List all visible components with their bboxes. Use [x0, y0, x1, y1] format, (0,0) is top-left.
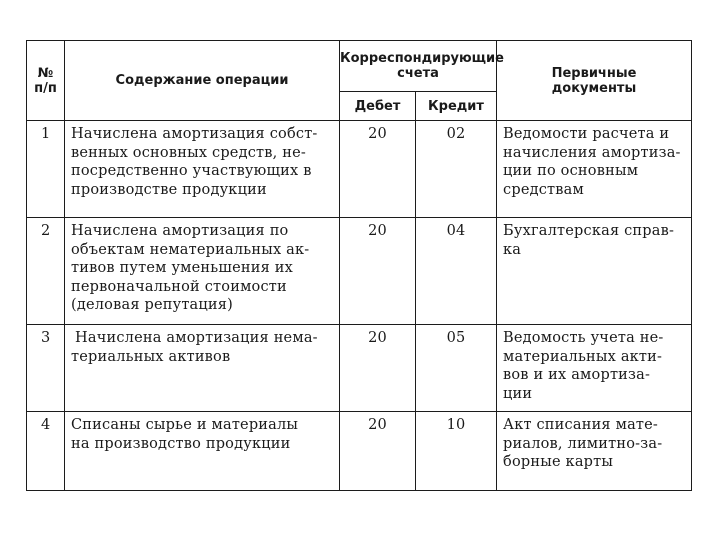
row-number: 3 — [27, 325, 65, 412]
row-description — [65, 121, 340, 218]
table-row — [27, 218, 692, 325]
header-corresponding-line-2: счета — [397, 66, 439, 81]
document-line: ции — [503, 385, 533, 402]
header-number-line-1: № — [37, 65, 54, 81]
row-debit: 20 — [340, 325, 416, 412]
header-credit: Кредит — [416, 92, 497, 121]
row-debit: 20 — [340, 121, 416, 218]
description-line: производстве продукции — [71, 181, 267, 198]
document-line: риалов, лимитно-за- — [503, 435, 663, 452]
header-corresponding-line-1: Корреспондирующие — [340, 51, 504, 66]
description-line: на производство продукции — [71, 435, 291, 452]
document-line: ка — [503, 241, 522, 258]
row-credit: 05 — [416, 325, 497, 412]
document-line: борные карты — [503, 454, 614, 470]
row-credit: 02 — [416, 121, 497, 218]
row-number: 4 — [27, 412, 65, 491]
document-line: начисления амортиза- — [503, 144, 681, 161]
table-row — [27, 412, 692, 491]
header-number-line-2: п/п — [34, 80, 57, 96]
header-documents-line-1: Первичные — [551, 65, 637, 81]
description-line: объектам нематериальных ак- — [71, 241, 310, 258]
row-description — [65, 412, 340, 491]
document-line: Акт списания мате- — [503, 417, 659, 433]
description-line: Начислена амортизация нема- — [75, 330, 318, 346]
document-line: Ведомость учета не- — [503, 330, 664, 346]
header-content — [65, 41, 340, 121]
header-row-top — [27, 41, 692, 92]
header-debit: Дебет — [340, 92, 416, 121]
description-line: териальных активов — [71, 348, 231, 365]
row-document — [497, 412, 692, 491]
description-line: первоначальной стоимости — [71, 278, 287, 295]
row-number: 1 — [27, 121, 65, 218]
document-line: средствам — [503, 181, 584, 198]
row-number: 2 — [27, 218, 65, 325]
header-content-label: Содержание операции — [115, 73, 289, 88]
table-row — [27, 325, 692, 412]
row-description — [65, 325, 340, 412]
header-documents — [497, 41, 692, 121]
row-debit: 20 — [340, 218, 416, 325]
header-corresponding-accounts — [340, 41, 504, 92]
description-line: Начислена амортизация собст- — [71, 126, 318, 142]
header-documents-line-2: документы — [551, 80, 637, 96]
operations-table — [26, 40, 692, 491]
table-row — [27, 121, 692, 218]
document-line: материальных акти- — [503, 348, 663, 365]
header-number — [27, 41, 65, 121]
row-document — [497, 218, 692, 325]
description-line: Списаны сырье и материалы — [71, 417, 299, 433]
row-document — [497, 121, 692, 218]
description-line: тивов путем уменьшения их — [71, 260, 293, 276]
description-line: (деловая репутация) — [71, 297, 233, 313]
row-document — [497, 325, 692, 412]
row-description — [65, 218, 340, 325]
row-credit: 04 — [416, 218, 497, 325]
document-line: Бухгалтерская справ- — [503, 223, 675, 239]
description-line: посредственно участвующих в — [71, 163, 312, 179]
document-line: Ведомости расчета и — [503, 126, 670, 142]
row-debit: 20 — [340, 412, 416, 491]
document-line: вов и их амортиза- — [503, 367, 651, 383]
description-line: Начислена амортизация по — [71, 223, 289, 239]
description-line: венных основных средств, не- — [71, 144, 306, 161]
document-line: ции по основным — [503, 163, 639, 179]
row-credit: 10 — [416, 412, 497, 491]
